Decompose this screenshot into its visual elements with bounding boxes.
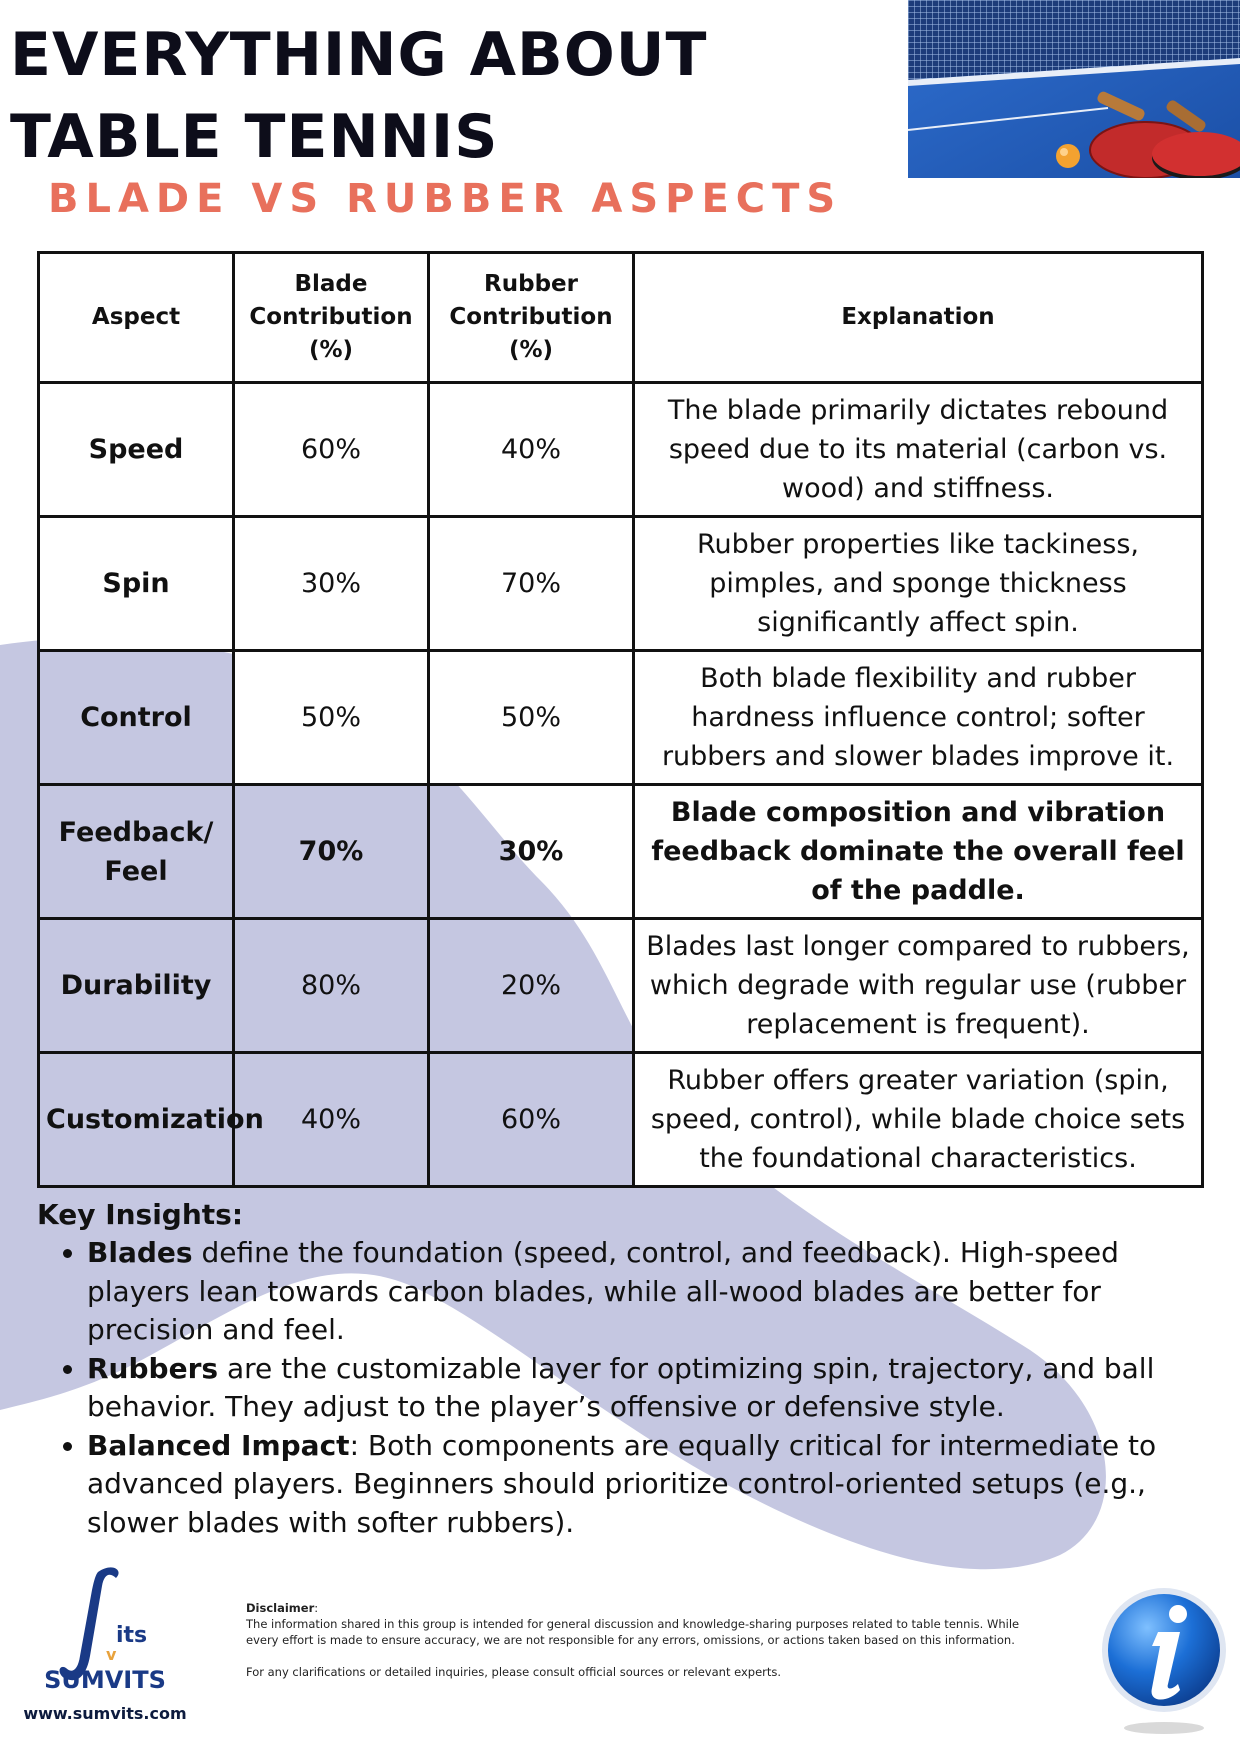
- row-explanation: The blade primarily dictates rebound speed due to its material (carbon vs. wood) and stiffness.: [634, 383, 1203, 517]
- disclaimer-contact: For any clarifications or detailed inquiries, please consult official sources or relevant experts.: [246, 1665, 782, 1679]
- table-row: [39, 383, 1203, 517]
- row-rubber-value: 30%: [429, 785, 634, 919]
- page-subtitle: BLADE VS RUBBER ASPECTS: [48, 176, 843, 222]
- row-blade-value: 30%: [234, 517, 429, 651]
- header-explanation: Explanation: [634, 253, 1203, 383]
- row-blade-value: 50%: [234, 651, 429, 785]
- row-aspect: Control: [39, 651, 234, 785]
- page-title: [10, 14, 810, 178]
- header-blade: Blade Contribution (%): [234, 253, 429, 383]
- header-rubber: Rubber Contribution (%): [429, 253, 634, 383]
- insight-lead: Rubbers: [87, 1351, 219, 1385]
- row-aspect: Durability: [39, 919, 234, 1053]
- row-rubber-value: 40%: [429, 383, 634, 517]
- insights-list: [37, 1234, 1197, 1542]
- table-header-row: [39, 253, 1203, 383]
- header-aspect: Aspect: [39, 253, 234, 383]
- row-blade-value: 80%: [234, 919, 429, 1053]
- row-aspect: Speed: [39, 383, 234, 517]
- row-rubber-value: 60%: [429, 1053, 634, 1187]
- row-rubber-value: 50%: [429, 651, 634, 785]
- row-rubber-value: 70%: [429, 517, 634, 651]
- row-aspect: Customization: [39, 1053, 234, 1187]
- title-line-1: EVERYTHING ABOUT: [10, 20, 708, 90]
- key-insights: [37, 1196, 1197, 1542]
- logo-v: v: [106, 1645, 117, 1664]
- table-row: [39, 785, 1203, 919]
- table-row: [39, 651, 1203, 785]
- table-row: [39, 517, 1203, 651]
- list-item: [87, 1350, 1197, 1427]
- row-blade-value: 70%: [234, 785, 429, 919]
- list-item: [87, 1427, 1197, 1543]
- insights-heading: Key Insights:: [37, 1198, 244, 1231]
- row-explanation: Blade composition and vibration feedback dominate the overall feel of the paddle.: [634, 785, 1203, 919]
- info-icon: [1098, 1580, 1230, 1740]
- title-line-2: TABLE TENNIS: [10, 102, 499, 172]
- insight-text: are the customizable layer for optimizing spin, trajectory, and ball behavior. They adjust to the player’s offensive or defensive style.: [87, 1351, 1155, 1423]
- logo-its: its: [116, 1623, 148, 1648]
- table-row: [39, 919, 1203, 1053]
- disclaimer: [246, 1600, 1026, 1680]
- row-explanation: Blades last longer compared to rubbers, which degrade with regular use (rubber replacement is frequent).: [634, 919, 1203, 1053]
- list-item: [87, 1234, 1197, 1350]
- logo-name: SUMVITS: [44, 1666, 166, 1694]
- row-aspect: Feedback/ Feel: [39, 785, 234, 919]
- row-aspect: Spin: [39, 517, 234, 651]
- insight-text: define the foundation (speed, control, and feedback). High-speed players lean towards carbon blades, while all-wood blades are better for precision and feel.: [87, 1236, 1119, 1346]
- aspects-table: [37, 251, 1204, 1188]
- insight-lead: Balanced Impact: [87, 1428, 350, 1462]
- insight-lead: Blades: [87, 1236, 193, 1269]
- insight-text: : Both components are equally critical for intermediate to advanced players. Beginners should prioritize control-oriented setups (e.g., slower blades with softer rubbers).: [87, 1428, 1157, 1539]
- table-tennis-hero-image: [908, 0, 1240, 178]
- row-rubber-value: 20%: [429, 919, 634, 1053]
- disclaimer-colon: :: [314, 1601, 319, 1615]
- row-explanation: Rubber properties like tackiness, pimples, and sponge thickness significantly affect spin.: [634, 517, 1203, 651]
- table-row: [39, 1053, 1203, 1187]
- row-explanation: Rubber offers greater variation (spin, speed, control), while blade choice sets the foundational characteristics.: [634, 1053, 1203, 1187]
- row-blade-value: 60%: [234, 383, 429, 517]
- logo-url: www.sumvits.com: [23, 1704, 187, 1723]
- disclaimer-text: The information shared in this group is intended for general discussion and knowledge-sharing purposes related to table tennis. While every effort is made to ensure accuracy, we are not responsible for any errors, omissions, or actions taken based on this information.: [246, 1617, 1020, 1647]
- row-explanation: Both blade flexibility and rubber hardness influence control; softer rubbers and slower blades improve it.: [634, 651, 1203, 785]
- disclaimer-heading: Disclaimer: [246, 1601, 315, 1615]
- row-blade-value: 40%: [234, 1053, 429, 1187]
